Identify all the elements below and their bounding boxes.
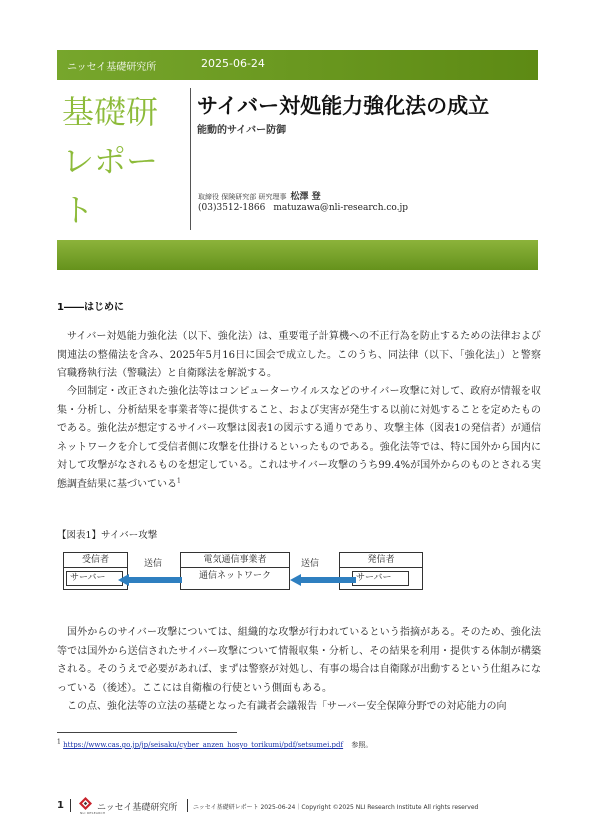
arrow-left-label: 送信: [144, 559, 163, 569]
footer-divider-2: [187, 799, 188, 812]
page-footer: [57, 797, 538, 817]
author-name: 松澤 登: [290, 192, 321, 202]
telco-label: 電気通信事業者: [181, 553, 289, 568]
report-series-line2: レポート: [62, 142, 159, 229]
header-green-band: [57, 240, 538, 270]
footnote-ref[interactable]: 1: [177, 477, 181, 485]
footer-copyright: ニッセイ基礎研レポート 2025-06-24｜Copyright ©2025 NLI Research Institute All rights reserved: [193, 804, 479, 811]
paragraph-2-text: 今回制定・改正された強化法等はコンピューターウイルスなどのサイバー攻撃に対して、政府が情報を収集・分析し、分析結果を事業者等に提供すること、および実害が発生する以前に対処することを定めたものである。強化法が想定するサイバー攻撃は図表1の図示する通りであり、攻撃主体（図表1の発信者）が通信ネットワークを介して受信者側に攻撃を仕掛けるといったものである。強化法等では、特に国外から国内に対して攻撃がなされるものを想定している。これはサイバー攻撃のうち99.4%が国外からのものとされる実態調査結果に基づいている: [57, 386, 541, 490]
author-line: [198, 189, 321, 202]
nli-logo-icon: [79, 797, 92, 810]
page-number: 1: [57, 800, 64, 811]
arrow-right: [290, 573, 356, 587]
footnote-suffix: 参照。: [351, 741, 373, 749]
arrow-left: [118, 573, 182, 587]
page-title: サイバー対処能力強化法の成立: [197, 94, 490, 118]
receiver-server: サーバー: [66, 571, 123, 586]
page-subtitle: 能動的サイバー防御: [197, 125, 287, 136]
footnote: [57, 740, 372, 750]
receiver-label: 受信者: [64, 553, 127, 568]
author-email[interactable]: matuzawa@nli-research.co.jp: [273, 203, 409, 213]
telco-network: 通信ネットワーク: [198, 571, 271, 581]
paragraph-3: 国外からのサイバー攻撃については、組織的な攻撃が行われているという指摘がある。そのため、強化法等では国外から送信されたサイバー攻撃について情報収集・分析し、その結果を利用・提供する体制が構築される。そのうえで必要があれば、まずは警察が対処し、有事の場合は自衛隊が出動するという仕組みになっている（後述）。ここには自衛権の行使という側面もある。: [57, 627, 541, 694]
section-heading: 1――はじめに: [57, 302, 124, 313]
report-series-title: [62, 88, 186, 235]
header-org-name: ニッセイ基礎研究所: [67, 62, 157, 73]
footnote-number: 1: [57, 738, 61, 746]
author-role: 取締役 保険研究部 研究理事: [198, 193, 287, 201]
figure-title: 【図表1】サイバー攻撃: [57, 530, 158, 541]
author-contact: [198, 203, 408, 213]
paragraph-1: サイバー対処能力強化法（以下、強化法）は、重要電子計算機への不正行為を防止するための法律および関連法の整備法を含み、2025年5月16日に国会で成立した。このうち、同法律（以下、「強化法」）と警察官職務執行法（警職法）と自衛隊法を解説する。: [57, 331, 541, 380]
footnote-link[interactable]: https://www.cas.go.jp/jp/seisaku/cyber_anzen_hosyo_torikumi/pdf/setsumei.pdf: [63, 741, 344, 749]
paragraph-2: [57, 383, 541, 495]
header-date: 2025-06-24: [201, 57, 265, 70]
sender-server: サーバー: [352, 571, 409, 586]
title-divider: [190, 88, 191, 230]
footer-org-name: ニッセイ基礎研究所: [97, 803, 178, 813]
footnote-divider: [57, 732, 237, 733]
header-bar: [57, 50, 538, 80]
author-phone: (03)3512-1866: [198, 203, 266, 213]
logo-subtext: NLI RESEARCH: [80, 811, 106, 815]
footer-divider-1: [70, 799, 71, 812]
telco-box: [180, 552, 290, 590]
sender-label: 発信者: [340, 553, 422, 568]
arrow-right-label: 送信: [301, 559, 320, 569]
paragraph-4: この点、強化法等の立法の基礎となった有識者会議報告「サーバー安全保障分野での対応能力の向: [67, 701, 507, 712]
report-series-line1: 基礎研: [62, 93, 159, 131]
